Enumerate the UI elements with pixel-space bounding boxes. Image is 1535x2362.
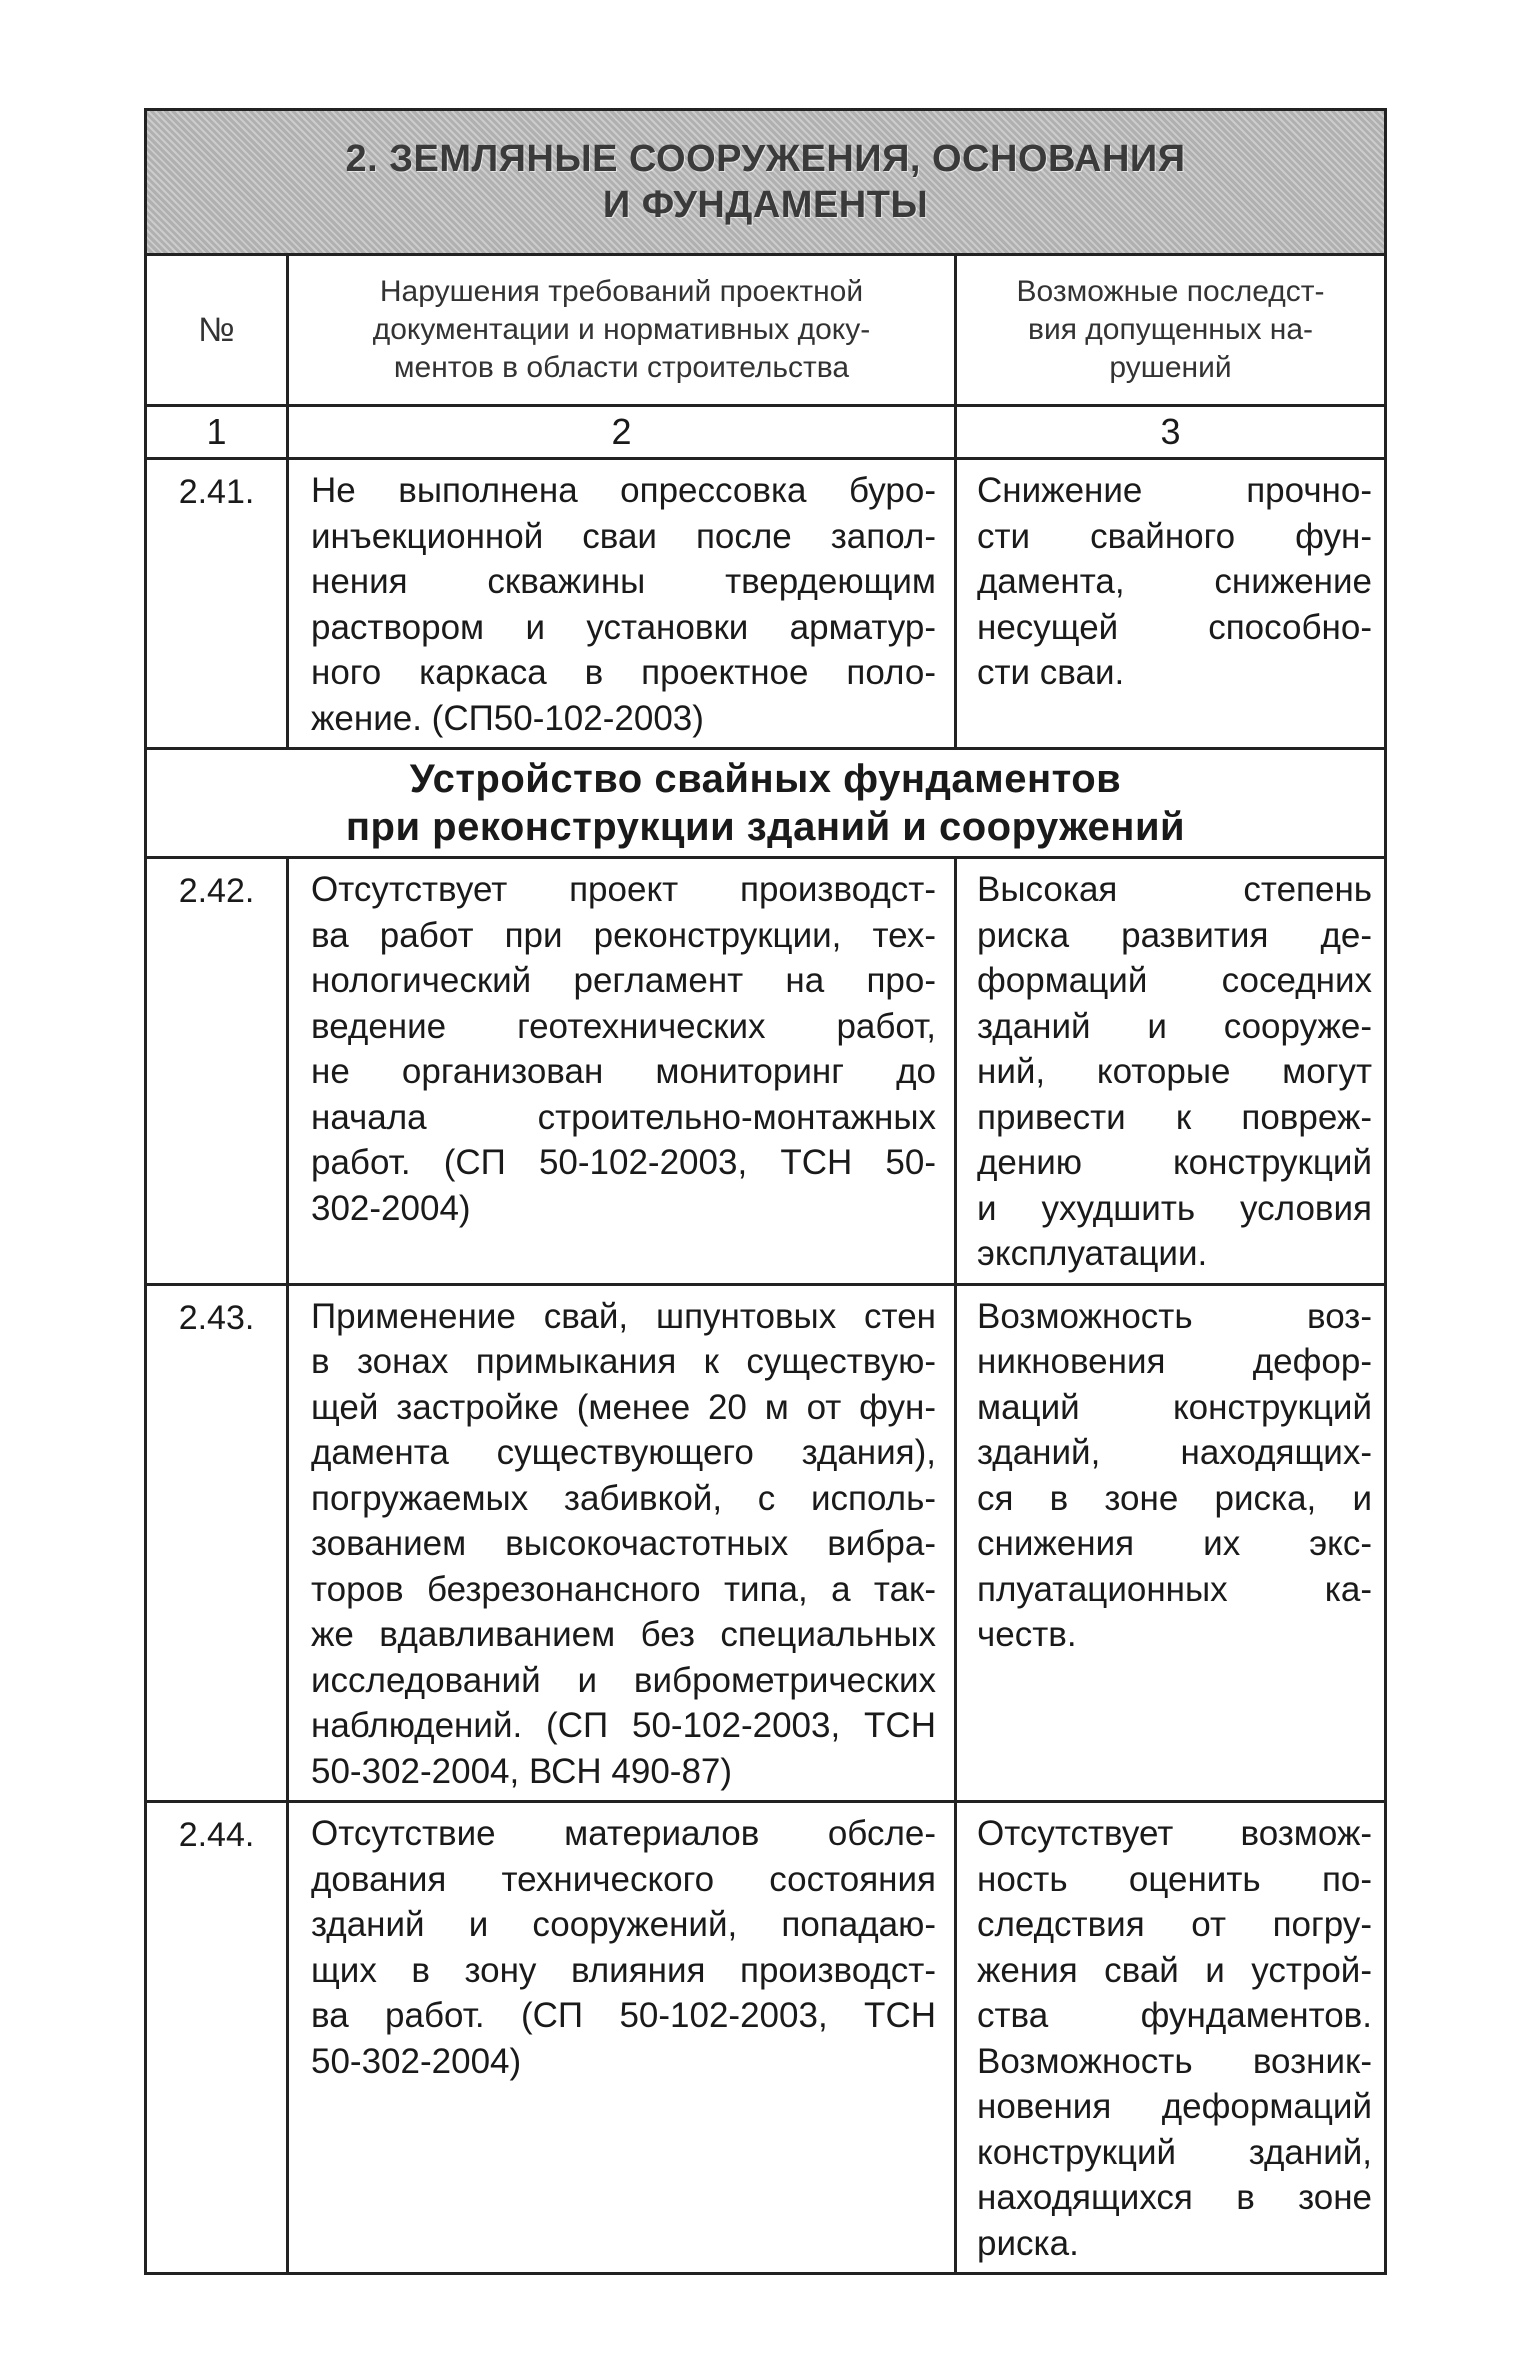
row-number: 2.44. (146, 1802, 288, 2274)
subsection-row (146, 749, 1386, 858)
table-row (146, 1802, 1386, 2274)
row-number: 2.41. (146, 459, 288, 749)
section-title-line-2: И ФУНДАМЕНТЫ (602, 184, 929, 226)
row-number: 2.42. (146, 858, 288, 1285)
row-violation: Применение свай, шпунтовых стен в зонах примыкания к существую- щей застройке (менее 20 м от фун- дамента существующего здания), погружаемых забивкой, с исполь- зованием высокочастотных вибра- торов безрезонансного типа, а так- же вдавливанием без специальных исследований и виброметрических наблюдений. (СП 50-102-2003, ТСН 50-302-2004, ВСН 490-87) (288, 1284, 956, 1802)
title-row (146, 110, 1386, 255)
row-consequence: Снижение прочно- сти свайного фун- дамента, снижение несущей способно- сти сваи. (956, 459, 1386, 749)
index-col-2: 2 (288, 406, 956, 459)
index-col-1: 1 (146, 406, 288, 459)
row-violation: Отсутствует проект производст- ва работ при реконструкции, тех- нологический регламент на про- ведение геотехнических работ, не организован мониторинг до начала строительно-монтажных работ. (СП 50-102-2003, ТСН 50- 302-2004) (288, 858, 956, 1285)
row-violation: Не выполнена опрессовка буро- инъекционной сваи после запол- нения скважины твердеющим раствором и установки арматур- ного каркаса в проектное поло- жение. (СП50-102-2003) (288, 459, 956, 749)
row-number: 2.43. (146, 1284, 288, 1802)
table-row (146, 1284, 1386, 1802)
row-consequence: Возможность воз- никновения дефор- маций конструкций зданий, находящих- ся в зоне риска, и снижения их экс- плуатационных ка- честв. (956, 1284, 1386, 1802)
norms-table (144, 108, 1387, 2275)
header-num: № (146, 255, 288, 406)
subsection-heading: Устройство свайных фундаментов при реконструкции зданий и сооружений (146, 749, 1386, 858)
table-row (146, 459, 1386, 749)
row-violation: Отсутствие материалов обсле- дования технического состояния зданий и сооружений, попадаю- щих в зону влияния производст- ва работ. (СП 50-102-2003, ТСН 50-302-2004) (288, 1802, 956, 2274)
header-row (146, 255, 1386, 406)
row-consequence: Высокая степень риска развития де- формаций соседних зданий и сооруже- ний, которые могут привести к повреж- дению конструкций и ухудшить условия эксплуатации. (956, 858, 1386, 1285)
table-row (146, 858, 1386, 1285)
header-consequence: Возможные последст- вия допущенных на- рушений (956, 255, 1386, 406)
index-row (146, 406, 1386, 459)
index-col-3: 3 (956, 406, 1386, 459)
header-violation: Нарушения требований проектной документации и нормативных доку- ментов в области строительства (288, 255, 956, 406)
section-title (146, 110, 1386, 255)
row-consequence: Отсутствует возмож- ность оценить по- следствия от погру- жения свай и устрой- ства фундаментов. Возможность возник- новения деформаций конструкций зданий, находящихся в зоне риска. (956, 1802, 1386, 2274)
section-title-line-1: 2. ЗЕМЛЯНЫЕ СООРУЖЕНИЯ, ОСНОВАНИЯ (345, 138, 1186, 180)
